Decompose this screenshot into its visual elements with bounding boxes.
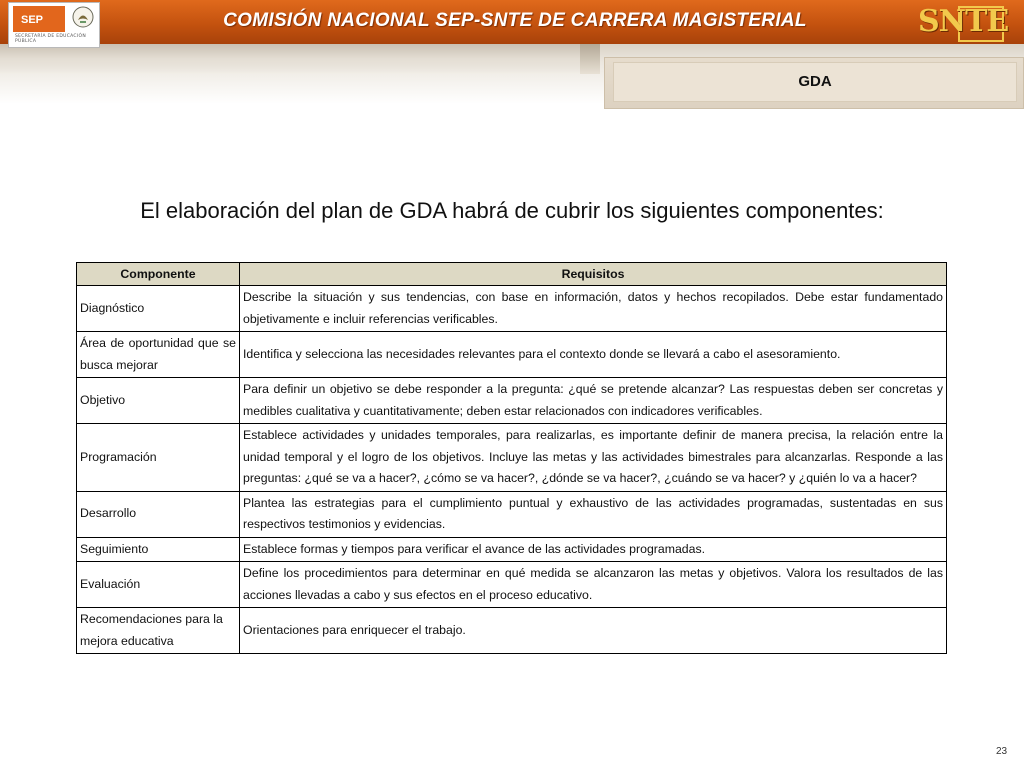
component-cell: Recomendaciones para la mejora educativa (77, 608, 240, 654)
sep-logo (8, 2, 100, 48)
page-title: COMISIÓN NACIONAL SEP-SNTE DE CARRERA MAGISTERIAL (223, 10, 807, 31)
column-header-component: Componente (77, 263, 240, 286)
eagle-icon (71, 5, 95, 29)
table-row (77, 562, 947, 608)
component-cell: Área de oportunidad que se busca mejorar (77, 332, 240, 378)
section-label-inner (613, 62, 1017, 102)
sep-logo-caption: SECRETARÍA DE EDUCACIÓN PÚBLICA (15, 34, 87, 44)
table-row (77, 537, 947, 562)
sep-logo-mark (13, 6, 65, 32)
table-row (77, 491, 947, 537)
component-cell: Desarrollo (77, 491, 240, 537)
requirements-table (76, 262, 947, 654)
table-row (77, 424, 947, 492)
requirement-cell: Establece actividades y unidades temporales, para realizarlas, es importante definir de manera precisa, la relación entre la unidad temporal y el logro de los objetivos. Incluye las metas y las actividades bimestrales para alcanzarlas. Responde a las preguntas: ¿qué se va a hacer?, ¿cómo se va hacer?, ¿dónde se va hacer?, ¿cuándo se va hacer? y ¿quién lo va a hacer? (240, 424, 947, 492)
table-header-row (77, 263, 947, 286)
requirement-cell: Identifica y selecciona las necesidades relevantes para el contexto donde se llevará a cabo el asesoramiento. (240, 332, 947, 378)
header-shadow-left (0, 44, 600, 74)
requirement-cell: Establece formas y tiempos para verificar el avance de las actividades programadas. (240, 537, 947, 562)
component-cell: Objetivo (77, 378, 240, 424)
requirement-cell: Describe la situación y sus tendencias, con base en información, datos y hechos recopilados. Debe estar fundamentado objetivamente e incluir referencias verificables. (240, 286, 947, 332)
table-row (77, 332, 947, 378)
component-cell: Evaluación (77, 562, 240, 608)
snte-logo-text: SNTE (918, 4, 1009, 39)
component-cell: Programación (77, 424, 240, 492)
column-header-requirements: Requisitos (240, 263, 947, 286)
snte-logo (914, 2, 1009, 42)
table-row (77, 378, 947, 424)
section-label-box (604, 57, 1024, 109)
table-row (77, 608, 947, 654)
requirement-cell: Define los procedimientos para determinar en qué medida se alcanzaron las metas y objetivos. Valora los resultados de las acciones llevadas a cabo y sus efectos en el proceso educativo. (240, 562, 947, 608)
section-label: GDA (798, 73, 832, 90)
intro-text: El elaboración del plan de GDA habrá de cubrir los siguientes componentes: (140, 198, 884, 223)
requirement-cell: Orientaciones para enriquecer el trabajo. (240, 608, 947, 654)
requirement-cell: Plantea las estrategias para el cumplimiento puntual y exhaustivo de las actividades programadas, sustentadas en sus respectivos testimonios y evidencias. (240, 491, 947, 537)
component-cell: Diagnóstico (77, 286, 240, 332)
requirement-cell: Para definir un objetivo se debe responder a la pregunta: ¿qué se pretende alcanzar? Las respuestas deben ser concretas y medibles cualitativa y cuantitativamente; deben estar relacionados con indicadores verificables. (240, 378, 947, 424)
sep-logo-text: SEP (21, 14, 44, 26)
table-row (77, 286, 947, 332)
page-number: 23 (996, 746, 1008, 757)
gda-tab-stub (580, 44, 600, 74)
component-cell: Seguimiento (77, 537, 240, 562)
